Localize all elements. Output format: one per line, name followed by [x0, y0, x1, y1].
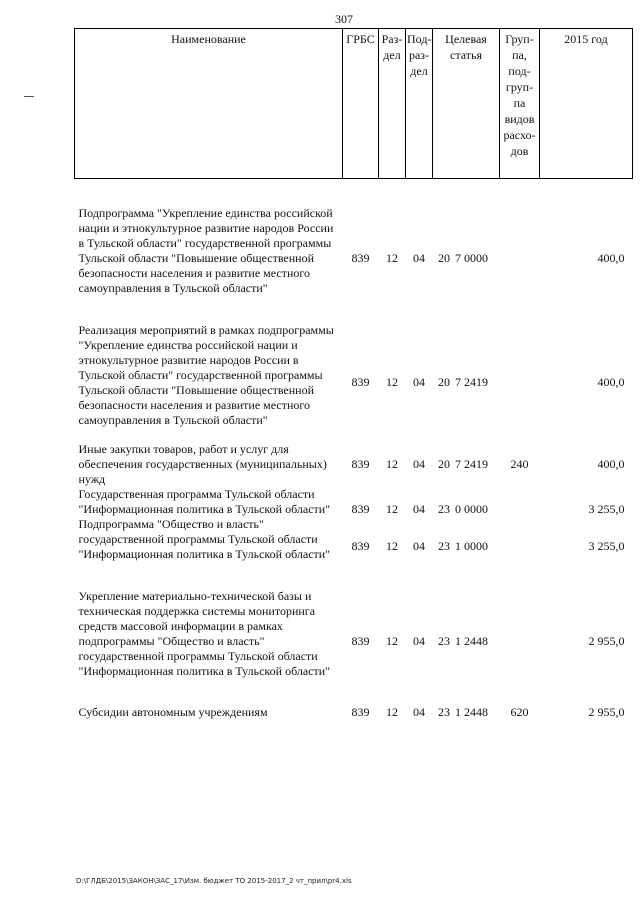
- row-amount: 3 255,0: [588, 502, 625, 516]
- row-group: 240: [510, 457, 529, 471]
- row-section: 12: [386, 539, 398, 553]
- row-amount: 400,0: [597, 375, 625, 389]
- row-subsection: 04: [413, 251, 425, 265]
- row-grbs: 839: [351, 251, 370, 265]
- row-section: 12: [386, 705, 398, 719]
- row-name: Государственная программа Тульской области "Информационная политика в Тульской области": [78, 487, 331, 516]
- row-grbs: 839: [351, 375, 370, 389]
- row-amount: 3 255,0: [588, 539, 625, 553]
- row-section: 12: [386, 502, 398, 516]
- row-group: [500, 206, 540, 296]
- row-group: 620: [510, 705, 529, 719]
- col-year-header: 2015 год: [540, 29, 633, 179]
- row-grbs: 839: [351, 705, 370, 719]
- page-number: 307: [335, 12, 353, 26]
- col-name-header: Наименование: [75, 29, 343, 179]
- row-section: 12: [386, 375, 398, 389]
- row-name: Подпрограмма "Общество и власть" государственной программы Тульской области "Информационная политика в Тульской области": [78, 517, 331, 561]
- row-amount: 400,0: [597, 457, 625, 471]
- row-grbs: 839: [351, 539, 370, 553]
- row-subsection: 04: [413, 502, 425, 516]
- row-group: [500, 487, 540, 517]
- row-target: 20 7 0000: [438, 251, 488, 265]
- row-name: Иные закупки товаров, работ и услуг для обеспечения государственных (муниципальных) нужд: [78, 442, 327, 486]
- table-row: [75, 206, 633, 296]
- table-row: [75, 442, 633, 487]
- table-row: [75, 517, 633, 562]
- row-section: 12: [386, 457, 398, 471]
- file-path-footer: D:\ГЛДБ\2015\ЗАКОН\ЗАС_17\Изм. бюджет ТО 2015-2017_2 чт_прил\pr4.xls: [76, 877, 352, 885]
- col-grbs-header: ГРБС: [343, 29, 379, 179]
- row-section: 12: [386, 251, 398, 265]
- table-header-row: [75, 29, 633, 179]
- row-grbs: 839: [351, 502, 370, 516]
- col-section-header: Раз- дел: [379, 29, 406, 179]
- col-target-header: Целевая статья: [433, 29, 500, 179]
- table-row: [75, 487, 633, 517]
- row-name: Реализация мероприятий в рамках подпрограммы "Укрепление единства российской нации и этнокультурное развитие народов России в Тульской области" государственной программы Тульской области "Повышение общественной безопасности населения и развитие местного самоуправления в Тульской области": [78, 323, 334, 427]
- row-subsection: 04: [413, 457, 425, 471]
- row-subsection: 04: [413, 539, 425, 553]
- col-subsection-header: Под- раз- дел: [406, 29, 433, 179]
- row-target: 20 7 2419: [438, 457, 488, 471]
- col-group-header: Груп- па, под- груп- па видов расхо- дов: [500, 29, 540, 179]
- row-name: Субсидии автономным учреждениям: [78, 705, 268, 719]
- row-target: 23 0 0000: [438, 502, 488, 516]
- row-group: [500, 517, 540, 562]
- row-group: [500, 589, 540, 679]
- row-name: Подпрограмма "Укрепление единства российской нации и этнокультурное развитие народов России в Тульской области" государственной программы Тульской области "Повышение общественной безопасности населения и развитие местного самоуправления в Тульской области": [78, 206, 334, 295]
- row-group: [500, 323, 540, 428]
- row-grbs: 839: [351, 634, 370, 648]
- table-row: [75, 323, 633, 428]
- row-subsection: 04: [413, 375, 425, 389]
- row-target: 23 1 0000: [438, 539, 488, 553]
- row-subsection: 04: [413, 705, 425, 719]
- row-amount: 2 955,0: [588, 634, 625, 648]
- row-subsection: 04: [413, 634, 425, 648]
- row-target: 23 1 2448: [438, 634, 488, 648]
- budget-table: [74, 28, 633, 720]
- row-amount: 2 955,0: [588, 705, 625, 719]
- row-name: Укрепление материально-технической базы и техническая поддержка системы мониторинга средств массовой информации в рамках подпрограммы "Общество и власть" государственной программы Тульской области "Информационная политика в Тульской области": [78, 589, 331, 678]
- row-target: 23 1 2448: [438, 705, 488, 719]
- row-target: 20 7 2419: [438, 375, 488, 389]
- row-section: 12: [386, 634, 398, 648]
- row-amount: 400,0: [597, 251, 625, 265]
- table-row: [75, 589, 633, 679]
- table-row: [75, 705, 633, 720]
- row-grbs: 839: [351, 457, 370, 471]
- margin-mark: [24, 96, 34, 97]
